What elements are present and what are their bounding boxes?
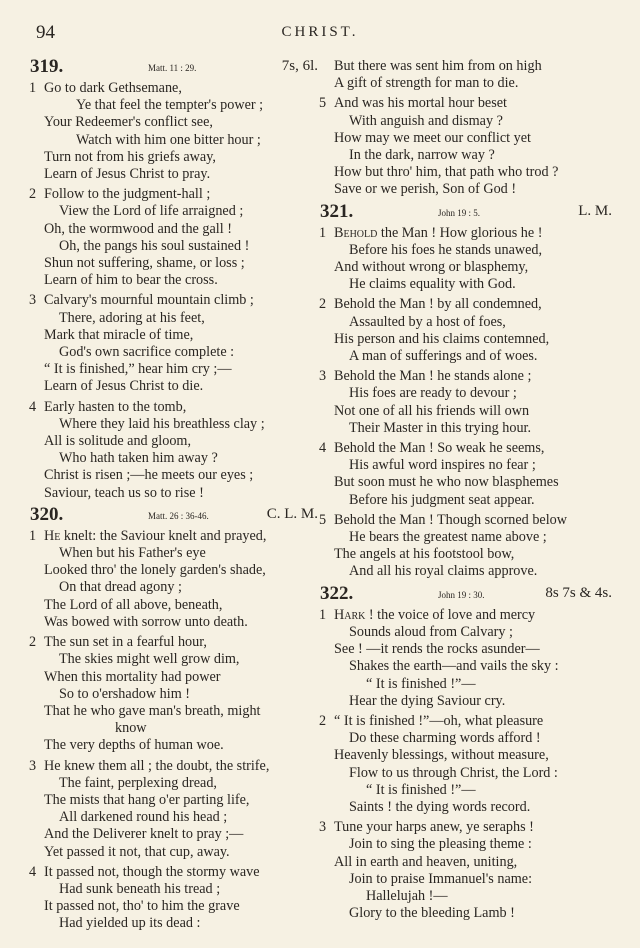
- verse-line: Your Redeemer's conflict see,: [44, 114, 213, 131]
- verse-line: [30, 399, 320, 416]
- verse-number: 3: [319, 819, 327, 836]
- verse-line: The Lord of all above, beneath,: [44, 596, 223, 613]
- verse-line: Mark that miracle of time,: [44, 326, 194, 343]
- verse-line: Assaulted by a host of foes,: [349, 313, 506, 330]
- verse-line: Ye that feel the tempter's power ;: [76, 97, 264, 114]
- verse-line: [30, 634, 320, 651]
- verse-line: Shun not suffering, shame, or loss ;: [44, 255, 245, 272]
- verse-line: [320, 95, 614, 112]
- hymn-header: [320, 200, 614, 225]
- line-text: Calvary's mournful mountain climb ;: [44, 292, 254, 309]
- line-text: Early hasten to the tomb,: [44, 398, 187, 415]
- verse-line: Oh, the wormwood and the gall !: [44, 220, 232, 237]
- verse-line: Join to sing the pleasing theme :: [349, 836, 532, 853]
- verse-line: How but thro' him, that path who trod ?: [334, 164, 559, 181]
- stanza-2: [320, 296, 614, 365]
- stanza-1: [320, 607, 614, 710]
- verse-line: [30, 80, 320, 97]
- verse-line: [30, 758, 320, 775]
- verse-line: The very depths of human woe.: [44, 737, 224, 754]
- verse-number: 5: [319, 511, 327, 528]
- verse-line: But soon must he who now blasphemes: [334, 474, 559, 491]
- line-text: It passed not, though the stormy wave: [44, 863, 260, 880]
- verse-line: [320, 713, 614, 730]
- verse-line: “ It is finished !”—: [366, 675, 476, 692]
- line-text: the Man ! How glorious he !: [377, 224, 543, 241]
- verse-line: Oh, the pangs his soul sustained !: [59, 237, 250, 254]
- verse-line: His person and his claims contemned,: [334, 330, 550, 347]
- verse-number: 4: [319, 440, 327, 457]
- verse-line: All in earth and heaven, uniting,: [334, 853, 518, 870]
- verse-line: [320, 512, 614, 529]
- verse-line: Yet passed it not, that cup, away.: [44, 843, 230, 860]
- verse-line: It passed not, tho' to him the grave: [44, 898, 240, 915]
- verse-number: 3: [319, 368, 327, 385]
- hymn-320: [29, 503, 320, 933]
- verse-line: “ It is finished,” hear him cry ;—: [44, 361, 232, 378]
- verse-line: [320, 368, 614, 385]
- line-text: Follow to the judgment-hall ;: [44, 186, 211, 203]
- verse-number: 1: [319, 606, 327, 623]
- verse-line: There, adoring at his feet,: [59, 309, 205, 326]
- hymn-number: 321.: [320, 200, 354, 222]
- verse-line: Heavenly blessings, without measure,: [334, 747, 549, 764]
- first-word: He: [44, 527, 61, 544]
- verse-line: The angels at his footstool bow,: [334, 546, 515, 563]
- line-text: He knew them all ; the doubt, the strife,: [44, 757, 270, 774]
- verse-line: Learn of Jesus Christ to pray.: [44, 166, 211, 183]
- verse-line: See ! —it rends the rocks asunder—: [334, 641, 540, 658]
- verse-line: [30, 864, 320, 881]
- verse-line: When but his Father's eye: [59, 545, 206, 562]
- verse-line: A gift of strength for man to die.: [334, 75, 519, 92]
- verse-line: Glory to the bleeding Lamb !: [349, 905, 515, 922]
- verse-line: The skies might well grow dim,: [59, 651, 240, 668]
- right-column: [320, 58, 614, 926]
- verse-line: God's own sacrifice complete :: [59, 344, 235, 361]
- stanza-4-continued: [320, 58, 614, 92]
- verse-line: Their Master in this trying hour.: [349, 419, 532, 436]
- verse-line: [320, 607, 614, 624]
- verse-line: [320, 296, 614, 313]
- verse-line: All darkened round his head ;: [59, 809, 228, 826]
- verse-line: A man of sufferings and of woes.: [349, 348, 538, 365]
- line-text: Behold the Man ! So weak he seems,: [334, 440, 545, 457]
- verse-line: The mists that hang o'er parting life,: [44, 791, 250, 808]
- verse-line: And without wrong or blasphemy,: [334, 259, 529, 276]
- line-text: “ It is finished !”—oh, what pleasure: [334, 712, 544, 729]
- hymn-321: [319, 200, 614, 581]
- verse-number: 1: [29, 527, 37, 544]
- verse-line: Save or we perish, Son of God !: [334, 181, 517, 198]
- verse-line: Had sunk beneath his tread ;: [59, 880, 221, 897]
- verse-number: 1: [29, 80, 37, 96]
- left-column: [30, 58, 320, 937]
- verse-line: Learn of Jesus Christ to die.: [44, 378, 204, 395]
- stanza-4: [320, 440, 614, 509]
- scripture-reference: Matt. 26 : 36-46.: [148, 510, 209, 521]
- verse-line: [320, 819, 614, 836]
- verse-line: [30, 528, 320, 545]
- verse-line: In the dark, narrow way ?: [349, 147, 495, 164]
- verse-line: “ It is finished !”—: [366, 781, 476, 798]
- line-text: The sun set in a fearful hour,: [44, 634, 207, 651]
- verse-line: On that dread agony ;: [59, 579, 182, 596]
- verse-line: His foes are ready to devour ;: [349, 385, 517, 402]
- verse-number: 2: [319, 712, 327, 729]
- line-text: And was his mortal hour beset: [334, 95, 507, 112]
- line-text: ! the voice of love and mercy: [365, 606, 536, 623]
- hymn-header: [30, 58, 320, 80]
- verse-line: Had yielded up its dead :: [59, 915, 201, 932]
- verse-line: Hallelujah !—: [366, 887, 448, 904]
- verse-line: Before his judgment seat appear.: [349, 491, 535, 508]
- stanza-1: [320, 225, 614, 294]
- verse-number: 2: [29, 186, 37, 203]
- verse-line: Where they laid his breathless clay ;: [59, 415, 265, 432]
- verse-number: 4: [29, 863, 37, 880]
- hymn-number: 320.: [30, 503, 64, 525]
- verse-number: 3: [29, 292, 37, 309]
- hymn-meter: C. L. M.: [266, 505, 318, 522]
- verse-line: Hear the dying Saviour cry.: [349, 692, 506, 709]
- verse-line: His awful word inspires no fear ;: [349, 457, 536, 474]
- verse-line-continuation: know: [115, 720, 147, 737]
- hymn-meter: 8s 7s & 4s.: [545, 584, 612, 601]
- verse-number: 4: [29, 398, 37, 415]
- line-text: Behold the Man ! Though scorned below: [334, 511, 567, 528]
- verse-line: He claims equality with God.: [349, 276, 516, 293]
- verse-line: Flow to us through Christ, the Lord :: [349, 764, 558, 781]
- stanza-2: [30, 186, 320, 289]
- verse-line: Looked thro' the lonely garden's shade,: [44, 562, 266, 579]
- verse-line: When this mortality had power: [44, 668, 221, 685]
- page-number: 94: [36, 22, 55, 43]
- verse-line: Learn of him to bear the cross.: [44, 272, 218, 289]
- verse-line: All is solitude and gloom,: [44, 433, 191, 450]
- line-text: Tune your harps anew, ye seraphs !: [334, 819, 534, 836]
- verse-line: Saints ! the dying words record.: [349, 798, 531, 815]
- line-text: knelt: the Saviour knelt and prayed,: [60, 527, 267, 544]
- hymn-319: [30, 58, 320, 502]
- verse-line: Watch with him one bitter hour ;: [76, 131, 261, 148]
- verse-line: View the Lord of life arraigned ;: [59, 203, 244, 220]
- stanza-4: [30, 864, 320, 933]
- hymn-header: [30, 503, 320, 528]
- verse-line: He bears the greatest name above ;: [349, 529, 547, 546]
- page-header: [30, 22, 610, 46]
- hymn-320-continuation: [320, 58, 614, 199]
- verse-line: But there was sent him from on high: [334, 58, 542, 74]
- line-text: Behold the Man ! he stands alone ;: [334, 368, 532, 385]
- verse-line: Shakes the earth—and vails the sky :: [349, 658, 559, 675]
- verse-number: 5: [319, 95, 327, 112]
- verse-line: [320, 440, 614, 457]
- line-text: Go to dark Gethsemane,: [44, 80, 182, 96]
- verse-number: 2: [29, 634, 37, 651]
- running-title: CHRIST.: [281, 24, 359, 40]
- scripture-reference: John 19 : 5.: [438, 207, 481, 218]
- stanza-3: [320, 819, 614, 922]
- verse-line: That he who gave man's breath, might: [44, 702, 261, 719]
- verse-line: The faint, perplexing dread,: [59, 774, 217, 791]
- verse-line: Was bowed with sorrow unto death.: [44, 613, 248, 630]
- verse-line: Turn not from his griefs away,: [44, 148, 216, 165]
- stanza-5: [320, 95, 614, 198]
- verse-line: And all his royal claims approve.: [349, 563, 538, 580]
- hymn-number: 319.: [30, 56, 64, 77]
- hymn-meter: L. M.: [578, 202, 612, 219]
- stanza-2: [320, 713, 614, 816]
- verse-line: Join to praise Immanuel's name:: [349, 870, 533, 887]
- stanza-1: [30, 528, 320, 631]
- verse-line: With anguish and dismay ?: [349, 112, 503, 129]
- verse-line: [320, 225, 614, 242]
- verse-number: 3: [29, 757, 37, 774]
- first-word: Behold: [334, 224, 378, 241]
- verse-line: So to o'ershadow him !: [59, 685, 191, 702]
- verse-line: [30, 292, 320, 309]
- verse-line: Sounds aloud from Calvary ;: [349, 623, 513, 640]
- verse-line: Not one of all his friends will own: [334, 402, 530, 419]
- hymn-header: [320, 582, 614, 607]
- stanza-4: [30, 399, 320, 502]
- scripture-reference: John 19 : 30.: [438, 589, 485, 600]
- verse-line: [30, 186, 320, 203]
- stanza-3: [30, 758, 320, 861]
- stanza-3: [30, 292, 320, 395]
- verse-line: Before his foes he stands unawed,: [349, 241, 543, 258]
- verse-line: Saviour, teach us so to rise !: [44, 484, 204, 501]
- hymn-322: [319, 582, 614, 923]
- stanza-1: [30, 80, 320, 183]
- line-text: Behold the Man ! by all condemned,: [334, 296, 542, 313]
- stanza-5: [320, 512, 614, 581]
- stanza-2: [30, 634, 320, 754]
- stanza-3: [320, 368, 614, 437]
- verse-number: 2: [319, 296, 327, 313]
- verse-line: How may we meet our conflict yet: [334, 129, 531, 146]
- verse-number: 1: [319, 224, 327, 241]
- first-word: Hark: [334, 606, 366, 623]
- verse-line: Do these charming words afford !: [349, 730, 541, 747]
- verse-line: And the Deliverer knelt to pray ;—: [44, 826, 244, 843]
- verse-line: Christ is risen ;—he meets our eyes ;: [44, 467, 254, 484]
- scripture-reference: Matt. 11 : 29.: [148, 63, 197, 73]
- hymn-number: 322.: [320, 582, 354, 604]
- hymn-meter: 7s, 6l.: [281, 58, 318, 74]
- verse-line: Who hath taken him away ?: [59, 450, 218, 467]
